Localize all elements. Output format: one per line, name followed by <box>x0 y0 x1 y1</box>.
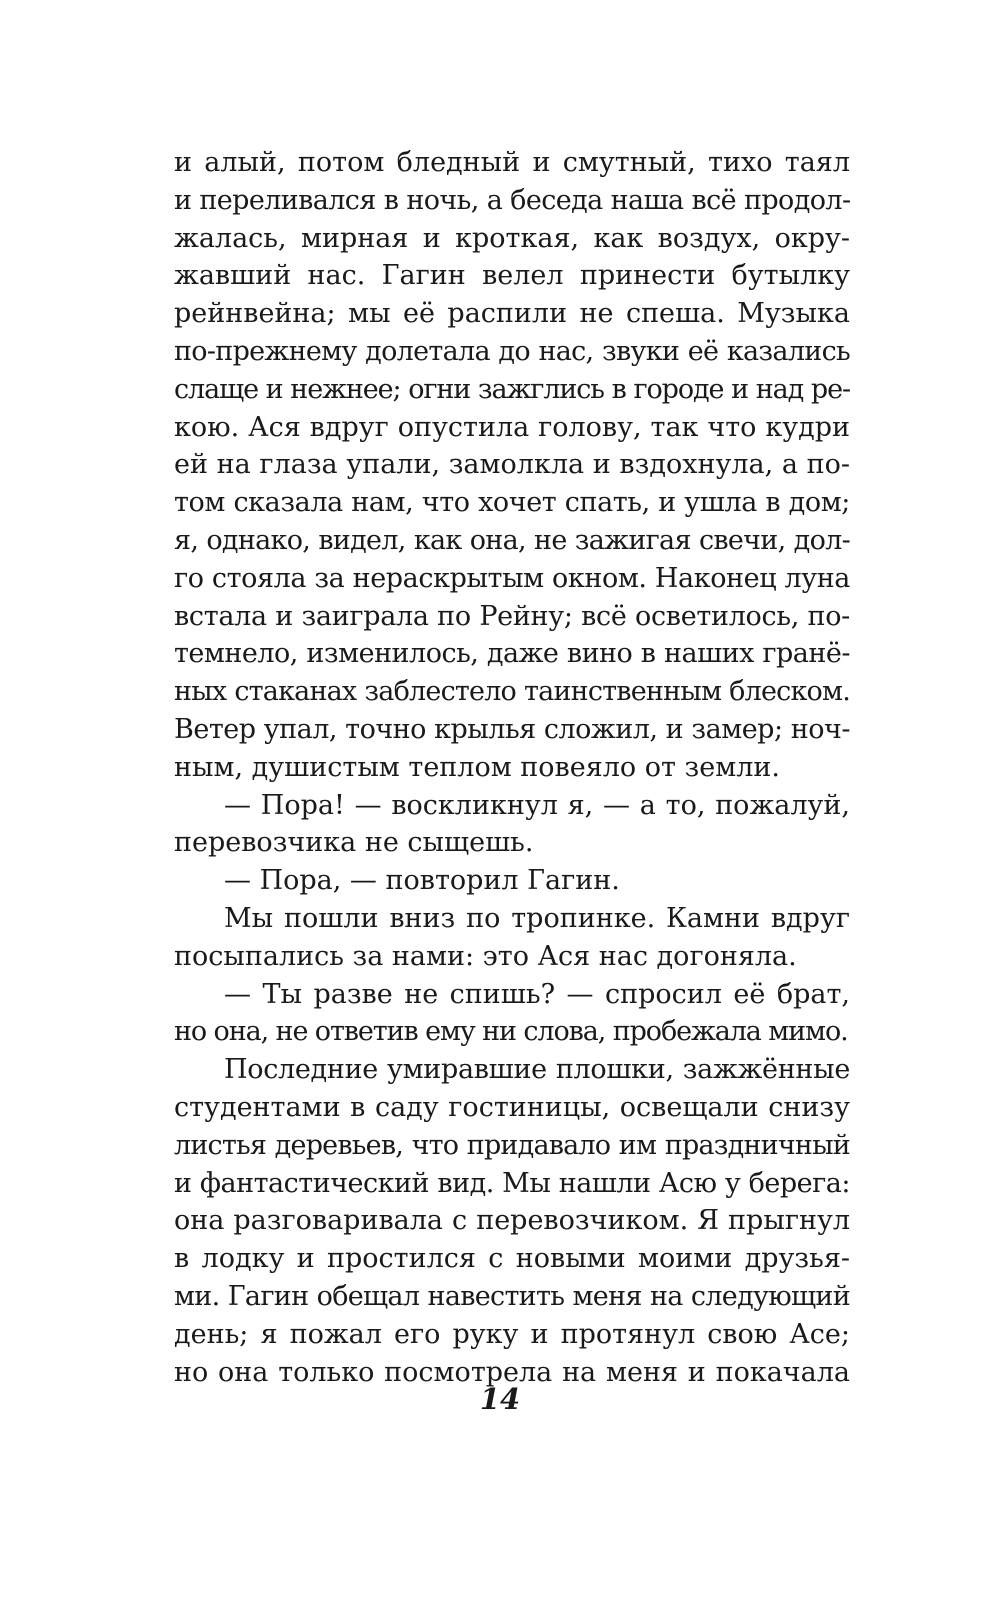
text-line: но она только посмотрела на меня и покачала <box>174 1356 850 1388</box>
text-line: она разговаривала с перевозчиком. Я прыгнул <box>174 1205 850 1237</box>
text-line: — Пора! — воскликнул я, — а то, пожалуй, <box>224 789 850 821</box>
text-line: — Ты разве не спишь? — спросил её брат, <box>224 978 850 1010</box>
text-line: — Пора, — повторил Гагин. <box>224 865 620 897</box>
text-line: жалась, мирная и кроткая, как воздух, окру- <box>174 222 850 254</box>
page-number: 14 <box>479 1382 521 1416</box>
text-line: я, однако, видел, как она, не зажигая свечи, дол- <box>174 524 850 556</box>
text-line: слаще и нежнее; огни зажглись в городе и над ре- <box>174 373 850 405</box>
text-line: рейнвейна; мы её распили не спеша. Музыка <box>174 298 850 330</box>
text-line: но она, не ответив ему ни слова, пробежала мимо. <box>174 1016 848 1048</box>
text-line: посыпались за нами: это Ася нас догоняла. <box>174 940 797 972</box>
text-line: го стояла за нераскрытым окном. Наконец луна <box>174 562 850 594</box>
text-line: ей на глаза упали, замолкла и вздохнула, а по- <box>174 449 850 481</box>
text-line: и переливался в ночь, а беседа наша всё продол- <box>174 184 851 216</box>
text-line: перевозчика не сыщешь. <box>174 827 534 859</box>
text-line: и фантастический вид. Мы нашли Асю у берега: <box>174 1167 850 1199</box>
text-line: том сказала нам, что хочет спать, и ушла в дом; <box>174 487 850 519</box>
text-line: темнело, изменилось, даже вино в наших гранё- <box>174 638 850 670</box>
body-text <box>174 144 850 1391</box>
text-line: Последние умиравшие плошки, зажжённые <box>224 1054 850 1086</box>
text-line: ных стаканах заблестело таинственным блеском. <box>174 676 850 708</box>
text-line: по-прежнему долетала до нас, звуки её казались <box>174 335 850 367</box>
text-line: и алый, потом бледный и смутный, тихо таял <box>174 147 850 178</box>
text-line: студентами в саду гостиницы, освещали снизу <box>174 1091 850 1123</box>
text-line: кою. Ася вдруг опустила голову, так что кудри <box>174 411 850 443</box>
text-line: жавший нас. Гагин велел принести бутылку <box>174 260 850 292</box>
text-line: Ветер упал, точно крылья сложил, и замер; ноч- <box>174 713 850 745</box>
text-line: ми. Гагин обещал навестить меня на следующий <box>174 1280 850 1312</box>
text-line: Мы пошли вниз по тропинке. Камни вдруг <box>224 902 850 934</box>
text-line: в лодку и простился с новыми моими друзья- <box>174 1243 850 1275</box>
text-line: ным, душистым теплом повеяло от земли. <box>174 751 780 783</box>
text-line: листья деревьев, что придавало им праздничный <box>174 1129 850 1161</box>
text-line: день; я пожал его руку и протянул свою Асе; <box>174 1318 850 1350</box>
text-line: встала и заиграла по Рейну; всё осветилось, по- <box>174 600 850 632</box>
